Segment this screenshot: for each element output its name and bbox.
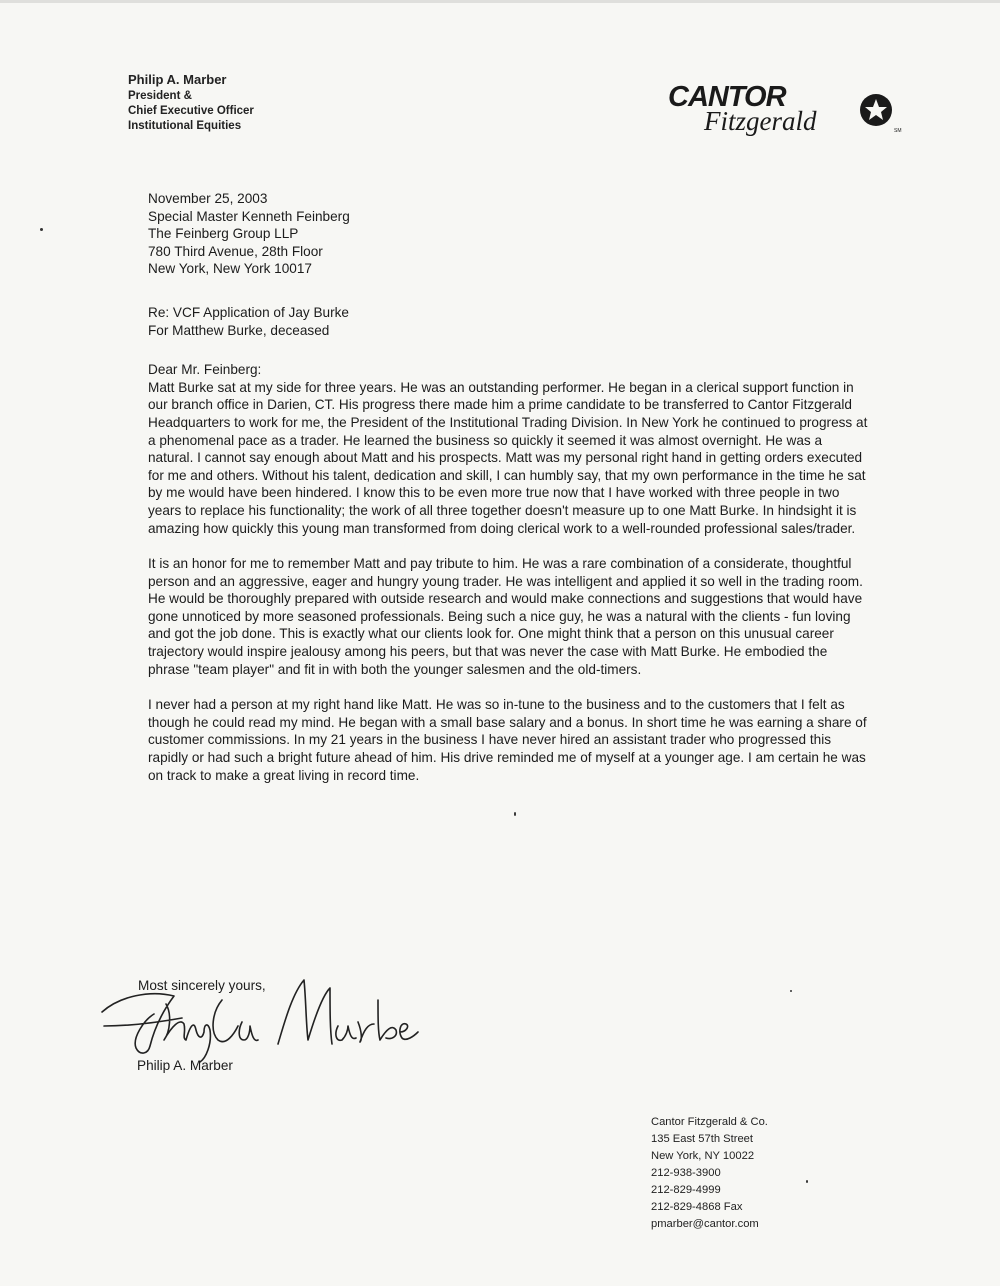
recipient-line: Special Master Kenneth Feinberg [148, 208, 350, 224]
subject-line-2: For Matthew Burke, deceased [148, 322, 330, 338]
footer-company: Cantor Fitzgerald & Co. [651, 1116, 768, 1128]
subject-line-1: Re: VCF Application of Jay Burke [148, 304, 349, 320]
recipient-line: The Feinberg Group LLP [148, 226, 299, 242]
subject-line [148, 304, 870, 339]
sender-title-line: Institutional Equities [128, 120, 242, 132]
footer-phone: 212-829-4999 [651, 1184, 721, 1196]
letter-body [148, 190, 870, 802]
letter-date: November 25, 2003 [148, 191, 268, 206]
footer-fax: 212-829-4868 Fax [651, 1201, 743, 1213]
body-paragraph: I never had a person at my right hand like Matt. He was so in-tune to the business and to the customers that I felt as though he could read my mind. He began with a small base salary and a bonus. In short time he was earning a share of customer commissions. In my 21 years in the business I have never hired an assistant trader who progressed this rapidly or had such a bright future ahead of him. His drive reminded me of myself at a younger age. I am certain he was on track to make a great living in record time. [148, 697, 867, 783]
footer-city: New York, NY 10022 [651, 1150, 755, 1162]
cantor-fitzgerald-logo [668, 78, 908, 148]
closing: Most sincerely yours, [138, 978, 266, 993]
scan-speck [40, 228, 43, 231]
recipient-address [148, 208, 870, 278]
footer-phone: 212-938-3900 [651, 1167, 721, 1179]
body-paragraph: It is an honor for me to remember Matt and pay tribute to him. He was a rare combination of a considerate, thoughtful person and an aggressive, eager and hungry young trader. He was intelligent and applied it so well in the trading room. He would be thoroughly prepared with outside research and would make connections and suggestions that would have gone unnoticed by more seasoned professionals. Being such a nice guy, he was a natural with the clients - fun loving and got the job done. This is exactly what our clients look for. One might think that a person on this unusual career trajectory would inspire jealousy among his peers, but that was never the case with Matt Burke. He embodied the phrase "team player" and fit in with both the younger salesmen and the old-timers. [148, 556, 863, 677]
signer-name: Philip A. Marber [137, 1058, 233, 1073]
recipient-line: 780 Third Avenue, 28th Floor [148, 243, 323, 259]
logo-star-icon [860, 94, 892, 126]
sender-name: Philip A. Marber [128, 72, 227, 87]
handwritten-signature [92, 960, 422, 1070]
recipient-line: New York, New York 10017 [148, 261, 312, 277]
sender-title-line: Chief Executive Officer [128, 105, 254, 117]
scan-speck [790, 990, 792, 992]
salutation: Dear Mr. Feinberg: [148, 362, 262, 378]
scan-speck [806, 1180, 808, 1183]
scan-speck [514, 812, 516, 816]
logo-service-mark: SM [894, 128, 902, 134]
logo-fitzgerald-text: Fitzgerald [704, 106, 817, 136]
body-paragraph: Matt Burke sat at my side for three years. He was an outstanding performer. He began in a clerical support function in our branch office in Darien, CT. His progress there made him a prime candidate to be transferred to Cantor Fitzgerald Headquarters to work for me, the President of the Institutional Trading Division. In New York he continued to progress at a phenomenal pace as a trader. He learned the business so quickly it seemed it was almost overnight. He was a natural. I cannot say enough about Matt and his prospects. Matt was my personal right hand in getting orders executed for me and others. Without his talent, dedication and skill, I can humbly say, that my own performance in the time he sat by me would have been hindered. I know this to be even more true now that I have worked with three people in two years to replace his functionality; the work of all three together doesn't measure up to one Matt Burke. In hindsight it is amazing how quickly this young man transformed from doing clerical work to a well-rounded professional sales/trader. [148, 379, 868, 536]
footer-email: pmarber@cantor.com [651, 1218, 759, 1230]
footer-street: 135 East 57th Street [651, 1133, 753, 1145]
sender-block [128, 72, 254, 134]
logo-cantor-text: CANTOR [668, 81, 786, 113]
footer-address [651, 1114, 768, 1233]
sender-title-line: President & [128, 90, 192, 102]
